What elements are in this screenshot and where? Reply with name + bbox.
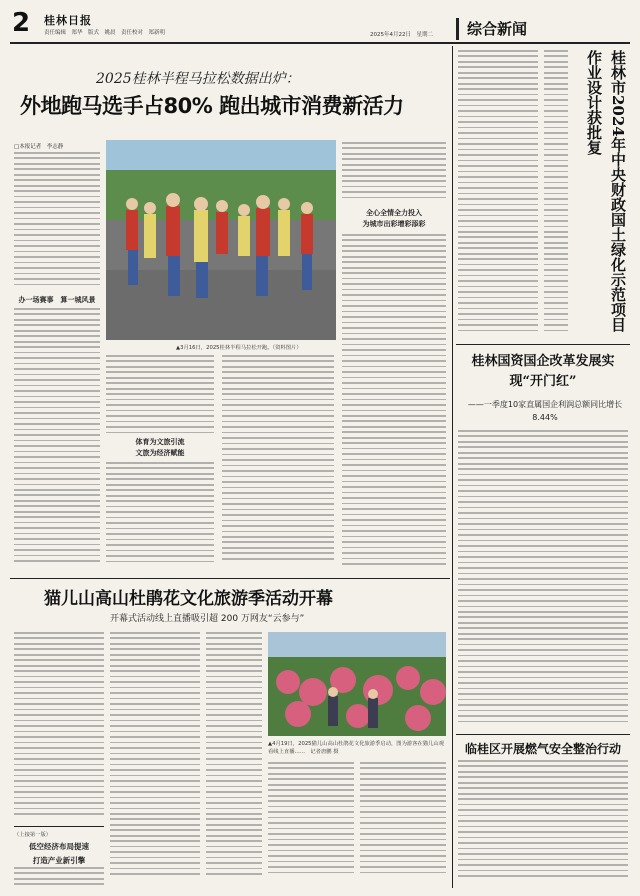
lead-byline: □本报记者 李志静 [14, 144, 64, 150]
marathon-photo-caption: ▲3月16日，2025桂林半程马拉松开跑。（资料图片） [176, 345, 302, 351]
section-title: 综合新闻 [467, 20, 528, 38]
right-a-text-col3 [544, 50, 568, 340]
second-col2-text [110, 632, 200, 882]
page-number: 2 [12, 8, 31, 38]
second-col3-text [206, 632, 262, 882]
right-b-text [458, 430, 628, 730]
second-col1-text [14, 632, 104, 822]
low-altitude-text [14, 867, 104, 887]
lead-col1-text-a [14, 152, 100, 292]
staff-line: 责任编辑 郑华 版式 姚晨 责任校对 郑新明 [44, 30, 166, 36]
second-col5-text [360, 762, 446, 882]
right-column-rule [452, 46, 453, 888]
lead-col3-text [222, 355, 334, 570]
lead-subhead-1: 办一场赛事 算一城风景 [18, 296, 96, 304]
mid-rule [10, 578, 450, 579]
right-subhead-2: ——一季度10家直属国企利润总额同比增长8.44% [467, 400, 623, 422]
lead-col1-text-b [14, 308, 100, 570]
right-headline-1: 桂林市2024年中央财政国土绿化示范项目作业设计获批复 [585, 50, 627, 332]
azalea-photo [268, 632, 446, 736]
low-altitude-tag: （上接第一版） [14, 832, 52, 838]
lead-col2-text-a [106, 355, 214, 440]
header-rule [10, 42, 630, 44]
issue-date: 2025年4月22日 星期二 [370, 32, 433, 38]
right-c-text [458, 760, 628, 886]
second-col4-text [268, 762, 354, 882]
page-header [10, 8, 630, 42]
lead-subhead-4: 体育为文旅引流 [135, 438, 185, 446]
right-rule-1 [456, 344, 630, 345]
lead-col2-text-b [106, 462, 214, 570]
low-altitude-title: 低空经济布局提速 [29, 842, 89, 851]
lead-headline: 外地跑马选手占80% 跑出城市消费新活力 [20, 94, 404, 118]
azalea-photo-illustration [268, 632, 446, 736]
paper-name: 桂林日报 [44, 14, 92, 27]
lead-col4-text-a [342, 142, 446, 206]
lead-kicker: 2025桂林半程马拉松数据出炉： [96, 71, 300, 87]
low-altitude-subtitle: 打造产业新引擎 [32, 856, 86, 865]
right-headline-3: 临桂区开展燃气安全整治行动 [464, 742, 621, 756]
second-subhead: 开幕式活动线上直播吸引超 200 万网友“云参与” [110, 614, 305, 624]
marathon-photo [106, 140, 336, 340]
lead-subhead-2: 全心全情全力投入 [366, 209, 422, 217]
azalea-photo-caption: ▲4月19日，2025猫儿山高山杜鹃花文化旅游季启动，图为游客在猫儿山观看线上直播…… 记者唐鹏 摄 [268, 741, 444, 755]
low-altitude-box [14, 826, 104, 886]
marathon-photo-illustration [106, 140, 336, 340]
right-rule-2 [456, 734, 630, 735]
right-headline-2: 桂林国资国企改革发展实现“开门红” [471, 354, 615, 389]
lead-subhead-3: 为城市出彩增彩添彩 [362, 220, 426, 228]
second-headline: 猫儿山高山杜鹃花文化旅游季活动开幕 [44, 589, 333, 609]
lead-subhead-5: 文旅为经济赋能 [135, 449, 185, 457]
section-title-box [456, 18, 576, 40]
lead-col4-text-b [342, 234, 446, 570]
